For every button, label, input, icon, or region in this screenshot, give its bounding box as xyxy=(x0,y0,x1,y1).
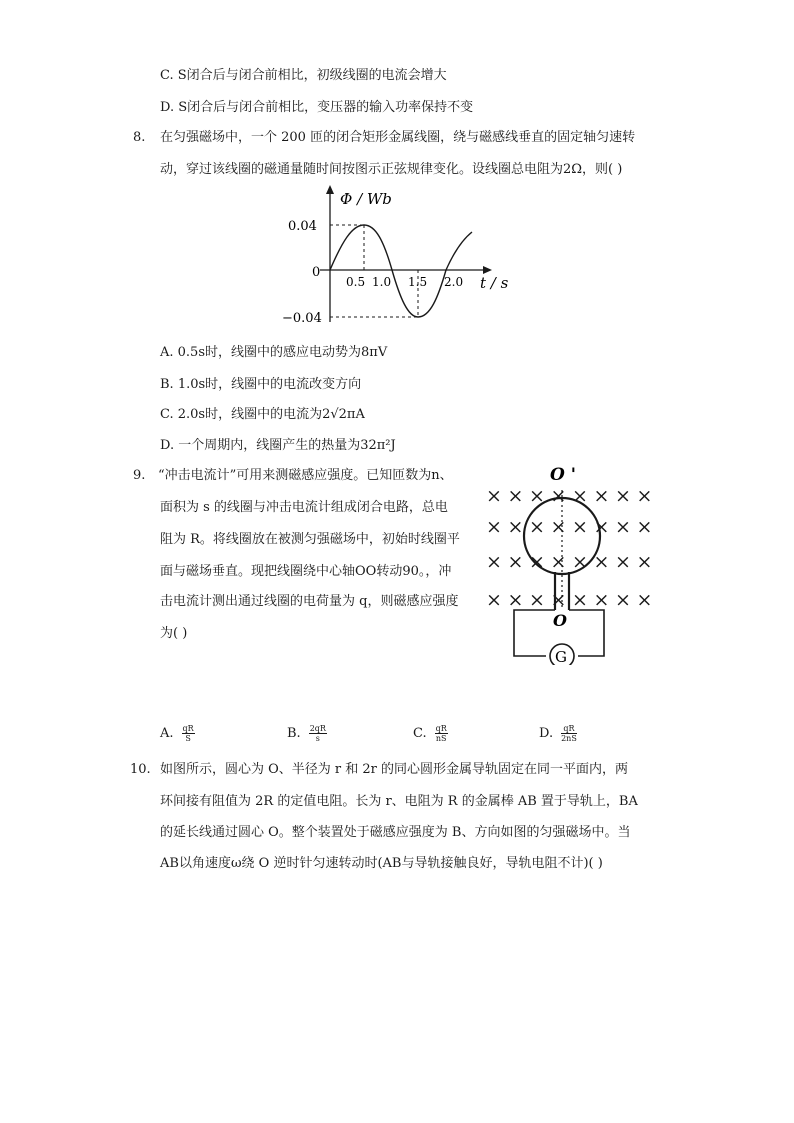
q10-stem-line4: AB以角速度ω绕 O 逆时针匀速转动时(AB与导轨接触良好，导轨电阻不计)( ) xyxy=(160,856,603,871)
option-letter: A. xyxy=(160,726,174,741)
y-tick-bottom: −0.04 xyxy=(282,311,322,326)
field-cross: × xyxy=(507,589,524,611)
field-cross: × xyxy=(529,516,545,538)
circuit-wire-right xyxy=(569,610,604,656)
x-axis-arrow xyxy=(483,266,492,274)
field-cross: × xyxy=(486,516,502,538)
field-cross: × xyxy=(486,551,502,573)
y-tick-top: 0.04 xyxy=(288,219,317,234)
field-cross: × xyxy=(593,589,610,611)
numerator: qR xyxy=(182,724,194,733)
field-cross: × xyxy=(486,485,502,507)
field-cross: × xyxy=(593,551,610,573)
q9-option-b xyxy=(287,724,327,743)
field-cross: × xyxy=(507,551,524,573)
numerator: qR xyxy=(561,724,577,734)
fraction xyxy=(309,724,327,743)
field-cross: × xyxy=(550,485,567,507)
q10-number: 10. xyxy=(130,762,151,777)
field-cross: × xyxy=(550,589,567,611)
field-cross: × xyxy=(636,516,653,538)
fraction xyxy=(182,724,195,743)
field-cross: × xyxy=(636,551,653,573)
q8-stem-line1: 在匀强磁场中，一个 200 匝的闭合矩形金属线圈，绕与磁感线垂直的固定轴匀速转 xyxy=(160,130,636,145)
origin-label: 0 xyxy=(312,265,321,280)
q10-stem-line1: 如图所示，圆心为 O、半径为 r 和 2r 的同心圆形金属导轨固定在同一平面内，两 xyxy=(160,762,629,777)
field-cross: × xyxy=(615,485,631,507)
q9-stem-line2: 面积为 s 的线圈与冲击电流计组成闭合电路，总电 xyxy=(160,500,448,515)
q9-stem-line3: 阻为 R。将线圈放在被测匀强磁场中，初始时线圈平 xyxy=(160,532,460,547)
q7-option-d: D. S闭合后与闭合前相比，变压器的输入功率保持不变 xyxy=(160,100,474,115)
q8-option-b: B. 1.0s时，线圈中的电流改变方向 xyxy=(160,377,362,392)
axis-top-label: O ' xyxy=(550,465,576,485)
x-axis-label: t / s xyxy=(480,274,509,292)
axis-bottom-label: O xyxy=(553,611,567,630)
q9-stem-line4: 面与磁场垂直。现把线圈绕中心轴OO转动90。，冲 xyxy=(160,564,452,579)
field-cross: × xyxy=(615,589,631,611)
field-cross: × xyxy=(593,516,610,538)
field-cross: × xyxy=(550,551,567,573)
q8-number: 8. xyxy=(133,130,146,145)
field-cross: × xyxy=(529,551,545,573)
q7-option-c: C. S闭合后与闭合前相比，初级线圈的电流会增大 xyxy=(160,68,447,83)
field-cross: × xyxy=(486,589,502,611)
circuit-wire-left xyxy=(514,610,555,656)
field-cross: × xyxy=(572,516,588,538)
field-cross: × xyxy=(572,485,588,507)
field-cross: × xyxy=(572,551,588,573)
q9-coil-figure xyxy=(482,460,662,665)
q9-stem-line5: 击电流计测出通过线圈的电荷量为 q，则磁感应强度 xyxy=(160,594,459,609)
q8-option-a: A. 0.5s时，线圈中的感应电动势为8πV xyxy=(160,345,388,360)
denominator: 2nS xyxy=(561,734,577,743)
q9-number: 9. xyxy=(133,468,146,483)
denominator: S xyxy=(185,734,191,743)
q9-stem-line1: “冲击电流计”可用来测磁感应强度。已知匝数为n、 xyxy=(158,468,453,483)
field-cross: × xyxy=(636,485,653,507)
option-letter: B. xyxy=(287,726,301,741)
numerator: 2qR xyxy=(309,724,326,733)
denominator: s xyxy=(315,734,320,743)
x-tick-1-5: 1.5 xyxy=(408,275,428,289)
q9-option-c xyxy=(413,724,448,743)
numerator: qR xyxy=(435,724,447,733)
x-tick-0-5: 0.5 xyxy=(346,275,366,289)
field-cross: × xyxy=(507,485,524,507)
q8-option-d: D. 一个周期内，线圈产生的热量为32π²J xyxy=(160,438,396,453)
field-cross: × xyxy=(615,551,631,573)
q9-option-a xyxy=(160,724,195,743)
q9-stem-line6: 为( ) xyxy=(160,626,188,641)
galvanometer-label: G xyxy=(555,648,567,665)
field-cross: × xyxy=(507,516,524,538)
fraction xyxy=(435,724,448,743)
q8-option-c: C. 2.0s时，线圈中的电流为2√2πA xyxy=(160,407,365,422)
field-cross: × xyxy=(529,485,545,507)
field-cross: × xyxy=(572,589,588,611)
field-cross: × xyxy=(529,589,545,611)
y-axis-arrow xyxy=(326,185,334,194)
option-letter: C. xyxy=(413,726,427,741)
q9-option-d xyxy=(539,724,577,743)
denominator: nS xyxy=(435,734,447,743)
q10-stem-line3: 的延长线通过圆心 O。整个装置处于磁感应强度为 B、方向如图的匀强磁场中。当 xyxy=(160,825,631,840)
x-tick-2-0: 2.0 xyxy=(444,275,464,289)
x-tick-1-0: 1.0 xyxy=(372,275,392,289)
y-axis-label: Φ / Wb xyxy=(340,190,392,208)
q8-flux-graph xyxy=(280,182,520,332)
flux-sine-curve xyxy=(330,225,472,317)
option-letter: D. xyxy=(539,726,554,741)
field-cross: × xyxy=(636,589,653,611)
field-cross: × xyxy=(550,516,567,538)
fraction xyxy=(561,724,577,743)
field-cross: × xyxy=(615,516,631,538)
field-cross: × xyxy=(593,485,610,507)
q10-stem-line2: 环间接有阻值为 2R 的定值电阻。长为 r、电阻为 R 的金属棒 AB 置于导轨上，BA xyxy=(160,794,638,809)
q8-stem-line2: 动，穿过该线圈的磁通量随时间按图示正弦规律变化。设线圈总电阻为2Ω，则( ) xyxy=(160,162,623,177)
